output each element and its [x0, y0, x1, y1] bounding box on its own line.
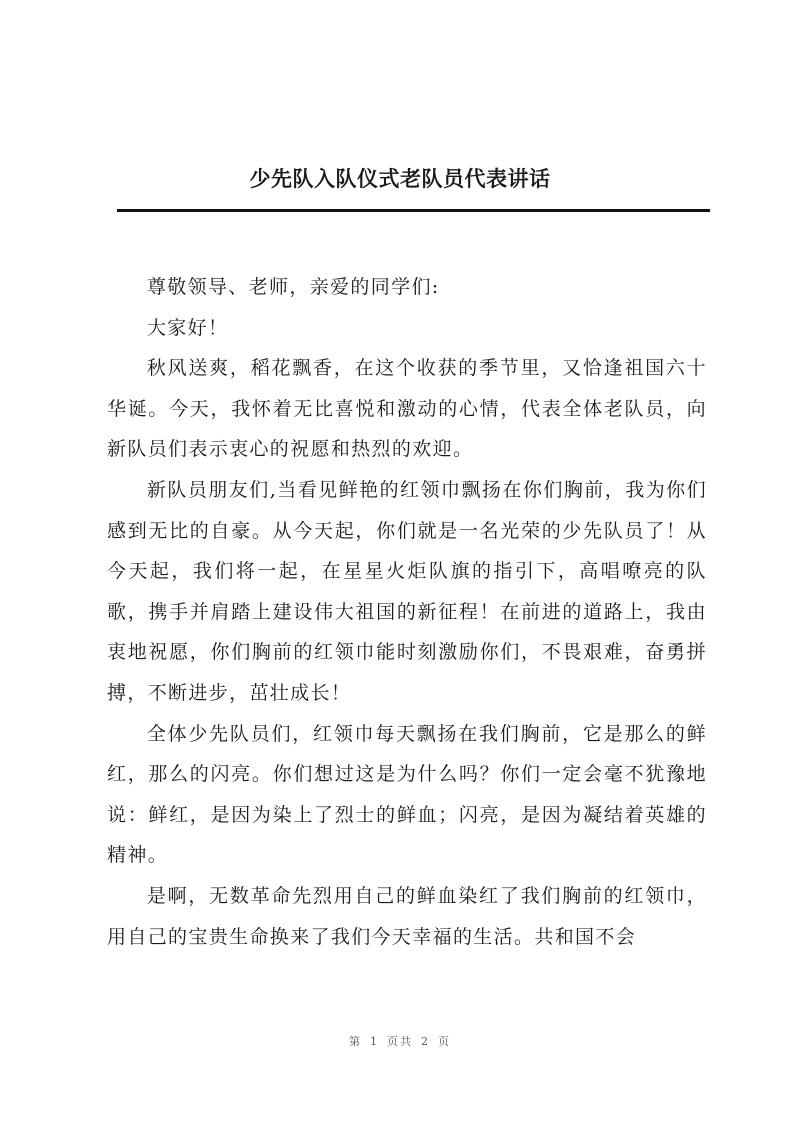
footer-suffix: 页 — [438, 1035, 451, 1048]
body-paragraph: 是啊，无数革命先烈用自己的鲜血染红了我们胸前的红领巾，用自己的宝贵生命换来了我们今天幸福的生活。共和国不会 — [107, 884, 707, 948]
body-paragraph: 全体少先队员们，红领巾每天飘扬在我们胸前，它是那么的鲜红，那么的闪亮。你们想过这是为什么吗？你们一定会毫不犹豫地说：鲜红，是因为染上了烈士的鲜血；闪亮，是因为凝结着英雄的精神。 — [107, 722, 707, 867]
document-body — [107, 267, 707, 957]
footer-current-page: 1 — [370, 1035, 379, 1048]
page-footer — [0, 1033, 800, 1049]
greeting-paragraph: 大家好！ — [146, 316, 229, 339]
footer-total-pages: 2 — [421, 1035, 430, 1048]
salutation-paragraph: 尊敬领导、老师，亲爱的同学们: — [146, 276, 440, 298]
footer-middle: 页共 — [387, 1035, 413, 1048]
footer-prefix: 第 — [349, 1035, 362, 1048]
body-paragraph: 秋风送爽，稻花飘香，在这个收获的季节里，又恰逢祖国六十华诞。今天，我怀着无比喜悦和激动的心情，代表全体老队员，向新队员们表示衷心的祝愿和热烈的欢迎。 — [107, 357, 707, 461]
document-title: 少先队入队仪式老队员代表讲话 — [249, 167, 551, 191]
body-paragraph: 新队员朋友们,当看见鲜艳的红领巾飘扬在你们胸前，我为你们感到无比的自豪。从今天起，你们就是一名光荣的少先队员了！从今天起，我们将一起，在星星火炬队旗的指引下，高唱嘹亮的队歌，携手并肩踏上建设伟大祖国的新征程！在前进的道路上，我由衷地祝愿，你们胸前的红领巾能时刻激励你们，不畏艰难，奋勇拼搏，不断进步，茁壮成长！ — [107, 478, 707, 704]
title-divider — [117, 209, 710, 212]
